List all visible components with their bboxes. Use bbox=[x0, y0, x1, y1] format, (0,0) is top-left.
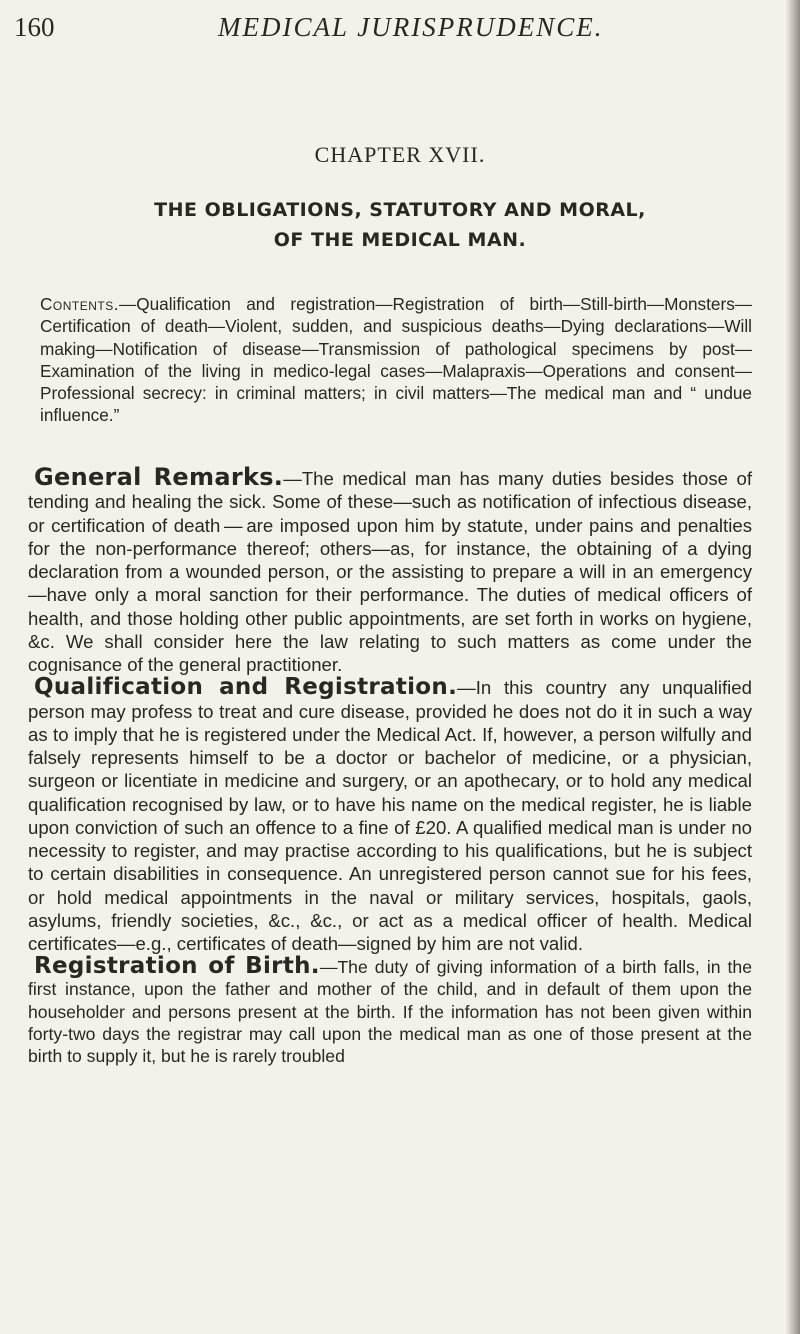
section-heading: Qualification and Registration. bbox=[34, 674, 458, 701]
contents-text: —Qualification and registration—Registration of birth—Still-birth—Monsters—Certification of death—Violent, sudden, and suspicious deaths—Dying declarations—Will making—Notification of disease—Transmission of pathological specimens by post—Examination of the living in medico-legal cases—Malapraxis—Operations and consent—Professional secrecy: in criminal matters; in civil matters—The medical man and “ undue influence.” bbox=[40, 294, 752, 426]
section-text: —The duty of giving information of a birth falls, in the first instance, upon the father and mother of the child, and in default of them upon the householder and persons present at the birth. If the information has not been given within forty-two days the registrar may call upon the medical man as one of those present at the birth to supply it, but he is rarely troubled bbox=[28, 957, 753, 1067]
running-title: MEDICAL JURISPRUDENCE. bbox=[218, 12, 604, 42]
page-header bbox=[14, 8, 774, 48]
chapter-contents bbox=[40, 293, 752, 427]
page-edge bbox=[786, 0, 800, 1334]
chapter-title-line-1: THE OBLIGATIONS, STATUTORY AND MORAL, bbox=[154, 199, 646, 221]
page-number: 160 bbox=[14, 12, 55, 42]
section-general-remarks bbox=[28, 463, 752, 676]
section-qualification-registration bbox=[28, 676, 752, 955]
chapter-body bbox=[28, 463, 753, 1067]
section-registration-of-birth bbox=[28, 955, 752, 1067]
section-heading: General Remarks. bbox=[34, 463, 284, 491]
chapter-title bbox=[30, 195, 770, 255]
chapter-title-line-2: OF THE MEDICAL MAN. bbox=[273, 229, 527, 251]
contents-label: Contents. bbox=[40, 294, 120, 314]
chapter-number: CHAPTER XVII. bbox=[314, 142, 486, 167]
section-text: —In this country any unqualified person may profess to treat and cure disease, provided he does not do it in such a way as to imply that he is registered under the Medical Act. If, however, a person wilfully and falsely represents himself to be a doctor or bachelor of medicine, or a physician, surgeon or licentiate in medicine and surgery, or an apothecary, or to hold any medical qualification recognised by law, or to have his name on the medical register, he is liable upon conviction of such an offence to a fine of £20. A qualified medical man is under no necessity to register, and may practise according to his qualifications, but he is subject to certain disabilities in consequence. An unregistered person cannot sue for his fees, or hold medical appointments in the naval or military services, hospitals, gaols, asylums, friendly societies, &c., &c., or act as a medical officer of health. Medical certificates—e.g., certificates of death—signed by him are not valid. bbox=[28, 677, 752, 954]
section-text: —The medical man has many duties besides those of tending and healing the sick. Some of these—such as notification of infectious disease, or certification of death — are imposed upon him by statute, under pains and penalties for the non-performance thereof; others—as, for instance, the obtaining of a dying declaration from a wounded person, or the assisting to prepare a will in an emergency—have only a moral sanction for their performance. The duties of medical officers of health, and those holding other public appointments, are set forth in works on hygiene, &c. We shall consider here the law relating to such matters as come under the cognisance of the general practitioner. bbox=[28, 468, 752, 675]
section-heading: Registration of Birth. bbox=[34, 953, 320, 980]
